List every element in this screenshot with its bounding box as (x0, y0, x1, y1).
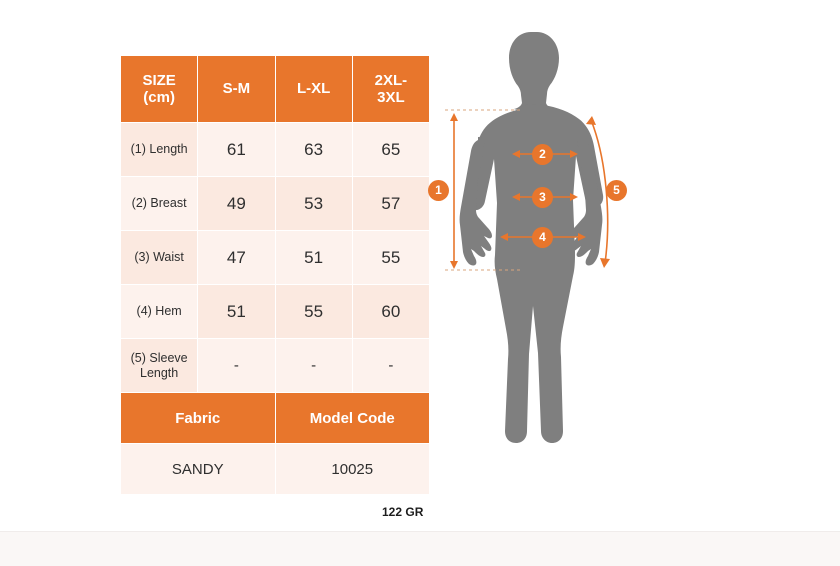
cell-waist-2xl3xl: 55 (352, 231, 429, 285)
model-silhouette-svg (435, 20, 695, 530)
column-header-2xl3xl-line2: 3XL (377, 89, 405, 106)
table-row (121, 231, 430, 285)
cell-length-lxl: 63 (275, 123, 352, 177)
table-row (121, 123, 430, 177)
cell-hem-lxl: 55 (275, 285, 352, 339)
measure-marker-4: 4 (532, 227, 553, 248)
table-body (121, 123, 430, 495)
measure-marker-5: 5 (606, 180, 627, 201)
garment-weight-label: 122 GR (382, 505, 424, 519)
column-header-size (121, 56, 198, 123)
footer-header-model-code: Model Code (275, 393, 430, 444)
row-label-sleeve-length-line2: Length (140, 365, 179, 380)
cell-sleeve-sm: - (198, 339, 275, 393)
cell-length-sm: 61 (198, 123, 275, 177)
cell-breast-lxl: 53 (275, 177, 352, 231)
row-label-breast: (2) Breast (121, 177, 198, 231)
row-label-length: (1) Length (121, 123, 198, 177)
measure-marker-3: 3 (532, 187, 553, 208)
footer-value-fabric: SANDY (121, 444, 276, 495)
table-row (121, 177, 430, 231)
footer-value-model-code: 10025 (275, 444, 430, 495)
row-label-sleeve-length-line1: (5) Sleeve (130, 350, 188, 365)
table-row (121, 285, 430, 339)
footer-header-fabric: Fabric (121, 393, 276, 444)
row-label-sleeve-length (121, 339, 198, 393)
cell-sleeve-2xl3xl: - (352, 339, 429, 393)
cell-breast-sm: 49 (198, 177, 275, 231)
column-header-size-line1: SIZE (142, 71, 176, 89)
cell-waist-lxl: 51 (275, 231, 352, 285)
cell-hem-2xl3xl: 60 (352, 285, 429, 339)
column-header-size-line2: (cm) (143, 89, 175, 106)
column-header-lxl: L-XL (275, 56, 352, 123)
measure-marker-1: 1 (428, 180, 449, 201)
cell-waist-sm: 47 (198, 231, 275, 285)
model-figure-area (435, 20, 695, 530)
table-header-row (121, 56, 430, 123)
table-footer-value-row (121, 444, 430, 495)
row-label-hem: (4) Hem (121, 285, 198, 339)
bottom-strip (0, 531, 840, 566)
column-header-2xl3xl (352, 56, 429, 123)
column-header-sm: S-M (198, 56, 275, 123)
table-footer-header-row (121, 393, 430, 444)
measure-arrow-length (450, 113, 458, 269)
measure-marker-2: 2 (532, 144, 553, 165)
cell-hem-sm: 51 (198, 285, 275, 339)
cell-length-2xl3xl: 65 (352, 123, 429, 177)
cell-breast-2xl3xl: 57 (352, 177, 429, 231)
table-row (121, 339, 430, 393)
size-table (120, 55, 430, 495)
row-label-waist: (3) Waist (121, 231, 198, 285)
column-header-2xl3xl-line1: 2XL- (374, 71, 408, 89)
cell-sleeve-lxl: - (275, 339, 352, 393)
table-header (121, 56, 430, 123)
